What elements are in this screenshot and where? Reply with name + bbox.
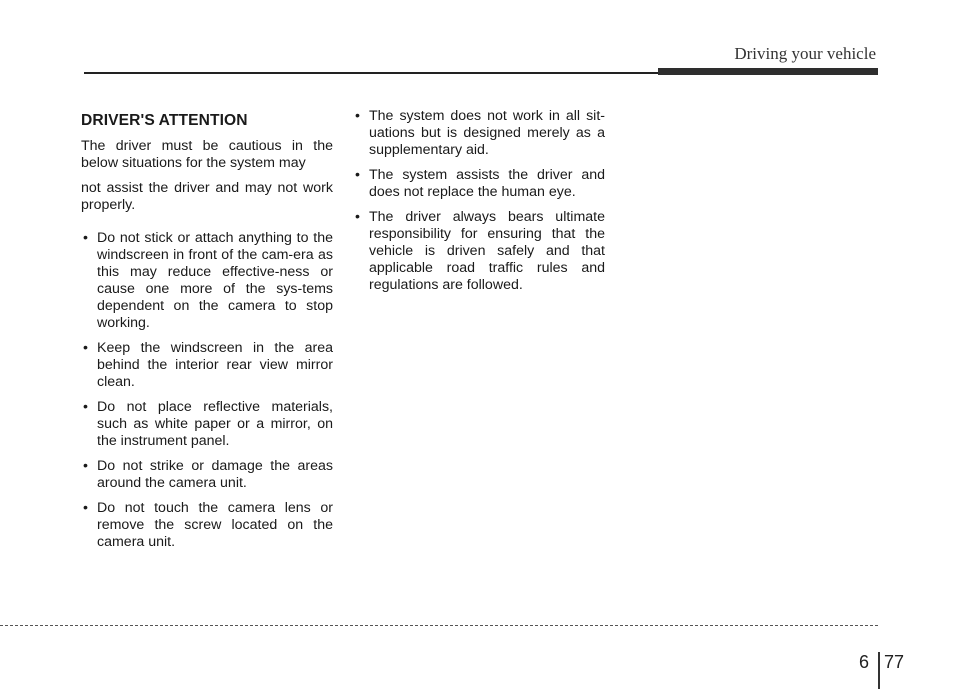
header-title: Driving your vehicle [734, 44, 876, 63]
page-number: 77 [884, 652, 905, 672]
header-rule-thin [84, 72, 664, 74]
list-item: • Do not stick or attach anything to the windscreen in front of the cam-era as this may reduce effective-ness or cause one more of the sys-tems dependent on the camera to stop working. [81, 230, 333, 332]
header-rule-thick [658, 68, 878, 75]
intro-paragraph-2: not assist the driver and may not work properly. [81, 180, 333, 213]
list-item: • Do not strike or damage the areas around the camera unit. [81, 458, 333, 492]
list-item: • The system assists the driver and does not replace the human eye. [353, 167, 605, 201]
attention-list [81, 230, 333, 551]
footer-separator [878, 652, 880, 689]
footer-divider [0, 625, 878, 626]
list-item: • Keep the windscreen in the area behind the interior rear view mirror clean. [81, 340, 333, 391]
right-column [353, 108, 605, 302]
system-notes-list [353, 108, 605, 294]
list-item: • The driver always bears ultimate responsibility for ensuring that the vehicle is driven safely and that applicable road traffic rules and regulations are followed. [353, 209, 605, 294]
left-column [81, 108, 333, 559]
list-item: • The system does not work in all sit-uations but is designed merely as a supplementary aid. [353, 108, 605, 159]
section-heading: DRIVER'S ATTENTION [81, 112, 248, 129]
intro-paragraph-1: The driver must be cautious in the below situations for the system may [81, 138, 333, 171]
list-item: • Do not place reflective materials, such as white paper or a mirror, on the instrument panel. [81, 399, 333, 450]
section-number: 6 [858, 652, 869, 672]
list-item: • Do not touch the camera lens or remove the screw located on the camera unit. [81, 500, 333, 551]
